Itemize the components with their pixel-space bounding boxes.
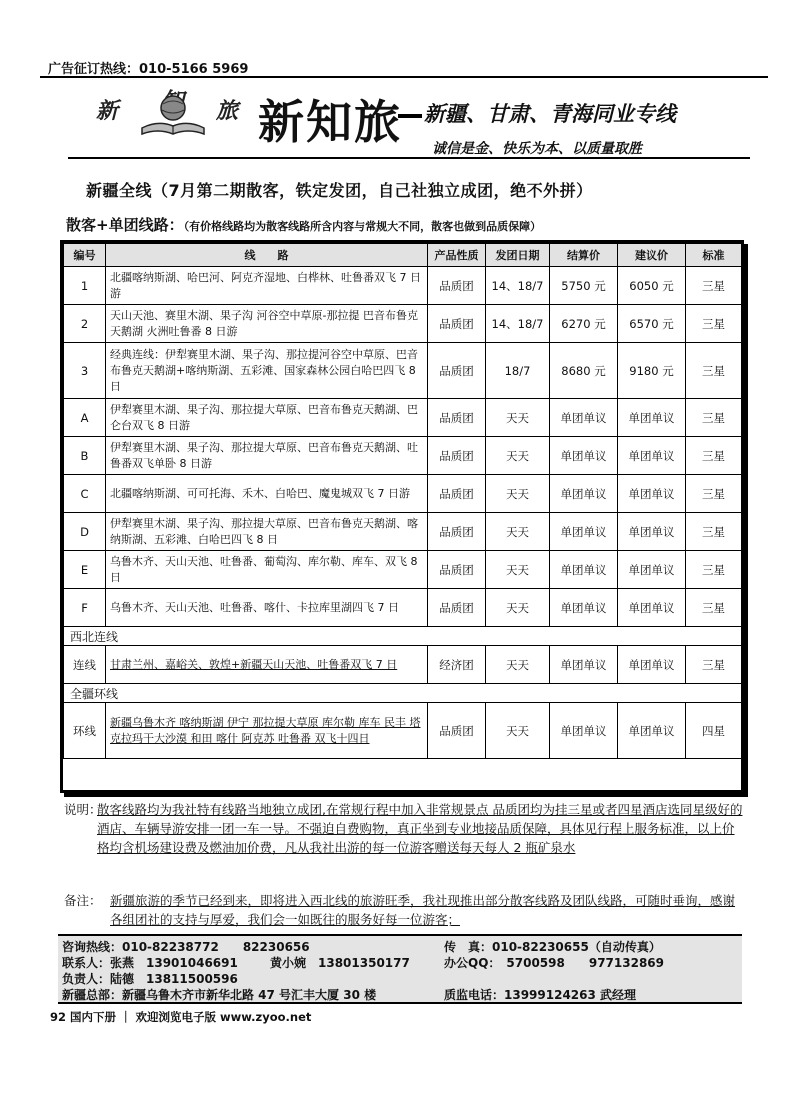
row-date: 14、18/7 <box>486 305 550 343</box>
ad-hotline: 广告征订热线：010-5166 5969 <box>48 62 249 77</box>
row-id: 3 <box>64 343 106 399</box>
contact-person-1: 联系人：张燕 13901046691 <box>62 956 238 970</box>
row-date: 天天 <box>486 399 550 437</box>
remark-text: 新疆旅游的季节已经到来，即将进入西北线的旅游旺季，我社现推出部分散客线路及团队线路，可随时垂询，感谢各组团社的支持与厚爱，我们会一如既往的服务好每一位游客； <box>110 893 736 927</box>
row-route: 北疆喀纳斯湖、哈巴河、阿克齐湿地、白桦林、吐鲁番双飞 7 日游 <box>106 267 428 305</box>
table-row <box>64 305 742 343</box>
row-id: 连线 <box>64 646 106 684</box>
description-label: 说明： <box>64 802 102 817</box>
route-table-frame <box>60 240 744 793</box>
remark <box>64 891 744 929</box>
table-row <box>64 475 742 513</box>
row-id: A <box>64 399 106 437</box>
description <box>64 800 744 857</box>
header-settle: 结算价 <box>550 244 618 267</box>
row-suggest: 9180 元 <box>618 343 686 399</box>
logo-word-1: 新 <box>96 98 119 124</box>
row-route: 北疆喀纳斯湖、可可托海、禾木、白哈巴、魔鬼城双飞 7 日游 <box>106 475 428 513</box>
row-level: 三星 <box>686 513 742 551</box>
row-date: 天天 <box>486 513 550 551</box>
row-level: 三星 <box>686 551 742 589</box>
header-date: 发团日期 <box>486 244 550 267</box>
section-title-text: 散客+单团线路： <box>66 216 184 234</box>
row-suggest: 6570 元 <box>618 305 686 343</box>
row-suggest: 单团单议 <box>618 551 686 589</box>
row-settle: 单团单议 <box>550 513 618 551</box>
section-title <box>66 214 541 235</box>
contact-hotline: 咨询热线：010-82238772 82230656 <box>62 940 310 954</box>
contact-quality-phone: 质监电话：13999124263 武经理 <box>444 988 637 1002</box>
brand-tagline: 新疆、甘肃、青海同业专线 <box>424 101 676 126</box>
row-type: 品质团 <box>428 589 486 627</box>
contact-manager: 负责人：陆德 13811500596 <box>62 972 238 986</box>
row-type: 经济团 <box>428 646 486 684</box>
globe-book-logo-icon <box>138 90 208 138</box>
row-settle: 单团单议 <box>550 399 618 437</box>
top-rule <box>40 76 768 78</box>
row-route: 伊犁赛里木湖、果子沟、那拉提大草原、巴音布鲁克天鹅湖、喀纳斯湖、五彩滩、白哈巴四飞 8 日 <box>106 513 428 551</box>
table-row <box>64 513 742 551</box>
contact-person-2: 黄小婉 13801350177 <box>270 956 410 970</box>
row-suggest: 单团单议 <box>618 475 686 513</box>
row-route: 经典连线：伊犁赛里木湖、果子沟、那拉提河谷空中草原、巴音布鲁克天鹅湖+喀纳斯湖、五彩滩、国家森林公园白哈巴四飞 8 日 <box>106 343 428 399</box>
row-settle: 5750 元 <box>550 267 618 305</box>
table-row <box>64 399 742 437</box>
row-settle: 单团单议 <box>550 589 618 627</box>
logo-word-3: 旅 <box>216 98 239 124</box>
row-id: D <box>64 513 106 551</box>
row-type: 品质团 <box>428 305 486 343</box>
row-route: 乌鲁木齐、天山天池、吐鲁番、葡萄沟、库尔勒、库车、双飞 8 日 <box>106 551 428 589</box>
row-type: 品质团 <box>428 475 486 513</box>
row-level: 三星 <box>686 343 742 399</box>
row-settle: 6270 元 <box>550 305 618 343</box>
row-type: 品质团 <box>428 513 486 551</box>
table-row <box>64 646 742 684</box>
header-id: 编号 <box>64 244 106 267</box>
row-settle: 单团单议 <box>550 703 618 759</box>
row-date: 天天 <box>486 475 550 513</box>
page-footer: 92 国内下册 ｜ 欢迎浏览电子版 www.zyoo.net <box>50 1010 312 1024</box>
group-row-northwest <box>64 627 742 646</box>
group-label-northwest: 西北连线 <box>64 627 742 646</box>
row-level: 三星 <box>686 267 742 305</box>
table-header-row <box>64 244 742 267</box>
row-suggest: 单团单议 <box>618 513 686 551</box>
table-row <box>64 589 742 627</box>
brand-dash <box>398 114 422 118</box>
row-type: 品质团 <box>428 267 486 305</box>
row-date: 天天 <box>486 646 550 684</box>
table-row <box>64 437 742 475</box>
row-date: 天天 <box>486 589 550 627</box>
row-type: 品质团 <box>428 343 486 399</box>
row-route: 乌鲁木齐、天山天池、吐鲁番、喀什、卡拉库里湖四飞 7 日 <box>106 589 428 627</box>
header-type: 产品性质 <box>428 244 486 267</box>
row-suggest: 6050 元 <box>618 267 686 305</box>
row-level: 三星 <box>686 305 742 343</box>
header-route: 线 路 <box>106 244 428 267</box>
remark-label: 备注： <box>64 893 102 908</box>
row-suggest: 单团单议 <box>618 646 686 684</box>
header-rule <box>68 157 750 159</box>
table-row <box>64 343 742 399</box>
row-level: 三星 <box>686 437 742 475</box>
row-settle: 8680 元 <box>550 343 618 399</box>
row-level: 三星 <box>686 475 742 513</box>
row-suggest: 单团单议 <box>618 437 686 475</box>
table-row <box>64 703 742 759</box>
group-row-loop <box>64 684 742 703</box>
section-note: （有价格线路均为散客线路所含内容与常规大不同，散客也做到品质保障） <box>183 220 542 233</box>
row-id: F <box>64 589 106 627</box>
row-id: C <box>64 475 106 513</box>
row-date: 天天 <box>486 437 550 475</box>
row-level: 三星 <box>686 589 742 627</box>
row-type: 品质团 <box>428 437 486 475</box>
row-id: E <box>64 551 106 589</box>
header-level: 标准 <box>686 244 742 267</box>
row-level: 三星 <box>686 399 742 437</box>
description-text: 散客线路均为我社特有线路当地独立成团,在常规行程中加入非常规景点 品质团均为挂三星或者四星酒店选同星级好的酒店、车辆导游安排一团一车一导。不强迫自费购物，真正坐到专业地接品质保障，具体见行程上服务标准，以上价格均含机场建设费及燃油加价费，凡从我社出游的每一位游客赠送每天每人 2 瓶矿泉水 <box>97 802 743 855</box>
row-date: 天天 <box>486 551 550 589</box>
row-id: B <box>64 437 106 475</box>
row-date: 14、18/7 <box>486 267 550 305</box>
row-id: 环线 <box>64 703 106 759</box>
row-settle: 单团单议 <box>550 551 618 589</box>
route-table <box>63 243 742 759</box>
row-date: 18/7 <box>486 343 550 399</box>
contact-fax: 传 真：010-82230655（自动传真） <box>444 940 661 954</box>
row-settle: 单团单议 <box>550 437 618 475</box>
group-label-loop: 全疆环线 <box>64 684 742 703</box>
row-id: 2 <box>64 305 106 343</box>
row-level: 四星 <box>686 703 742 759</box>
row-settle: 单团单议 <box>550 646 618 684</box>
contact-headquarters: 新疆总部：新疆乌鲁木齐市新华北路 47 号汇丰大厦 30 楼 <box>62 988 377 1002</box>
table-row <box>64 267 742 305</box>
table-row <box>64 551 742 589</box>
row-settle: 单团单议 <box>550 475 618 513</box>
row-route: 新疆乌鲁木齐 喀纳斯湖 伊宁 那拉提大草原 库尔勒 库车 民丰 塔克拉玛干大沙漠 和田 喀什 阿克苏 吐鲁番 双飞十四日 <box>106 703 428 759</box>
row-type: 品质团 <box>428 399 486 437</box>
headline: 新疆全线（7月第二期散客，铁定发团，自己社独立成团，绝不外拼） <box>86 181 593 200</box>
row-suggest: 单团单议 <box>618 589 686 627</box>
row-type: 品质团 <box>428 703 486 759</box>
row-level: 三星 <box>686 646 742 684</box>
row-id: 1 <box>64 267 106 305</box>
row-type: 品质团 <box>428 551 486 589</box>
row-route: 伊犁赛里木湖、果子沟、那拉提大草原、巴音布鲁克天鹅湖、吐鲁番双飞单卧 8 日游 <box>106 437 428 475</box>
slogan: 诚信是金、快乐为本、以质量取胜 <box>432 141 642 157</box>
row-suggest: 单团单议 <box>618 399 686 437</box>
brand-name: 新知旅 <box>258 95 402 149</box>
row-route: 天山天池、赛里木湖、果子沟 河谷空中草原-那拉提 巴音布鲁克天鹅湖 火洲吐鲁番 8 日游 <box>106 305 428 343</box>
contact-qq: 办公QQ： 5700598 977132869 <box>444 956 664 970</box>
contact-box <box>58 934 742 1004</box>
row-route: 伊犁赛里木湖、果子沟、那拉提大草原、巴音布鲁克天鹅湖、巴仑台双飞 8 日游 <box>106 399 428 437</box>
row-suggest: 单团单议 <box>618 703 686 759</box>
row-route: 甘肃兰州、嘉峪关、敦煌+新疆天山天池、吐鲁番双飞 7 日 <box>106 646 428 684</box>
row-date: 天天 <box>486 703 550 759</box>
header-suggest: 建议价 <box>618 244 686 267</box>
